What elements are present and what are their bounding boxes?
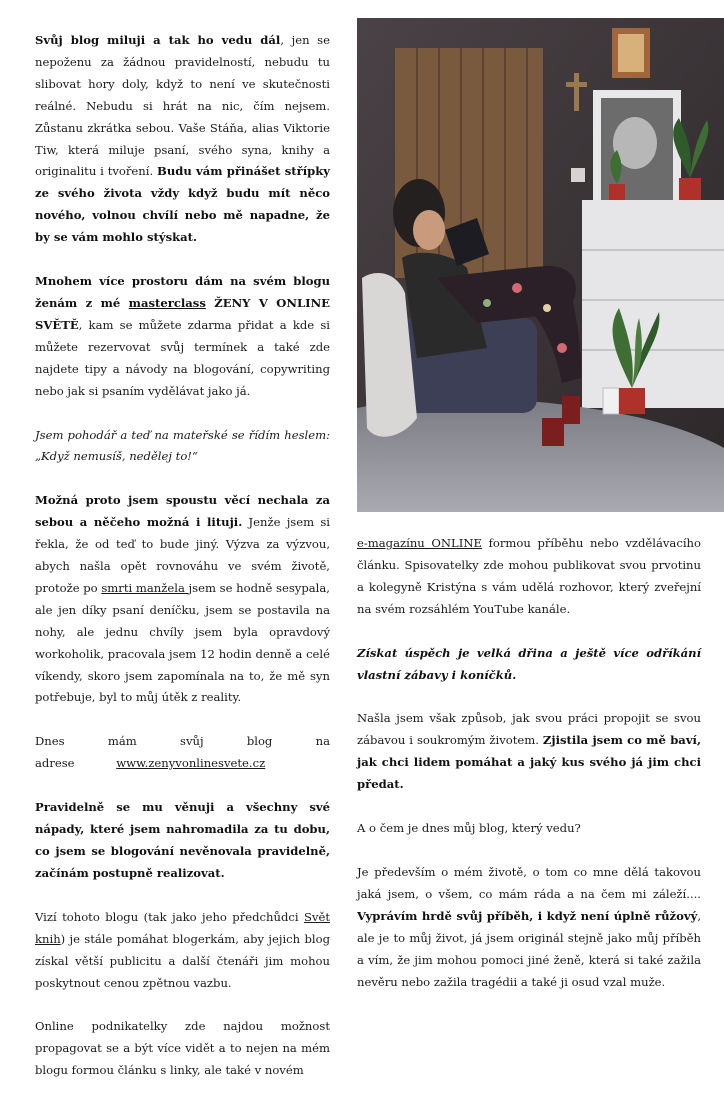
reading-woman-photo (357, 18, 724, 512)
paragraph-masterclass: Mnohem více prostoru dám na svém blogu ženám z mé masterclass ŽENY V ONLINE SVĚTĚ, kam se můžete zdarma přidat a kde si můžete rezervovat svůj termínek a také zde najdete tipy a návody na blogování, copywriting nebo jak si psaním vydělávat jako já. (35, 274, 330, 398)
paragraph-motto: Jsem pohodář a teď na mateřské se řídím heslem: „Když nemusíš, nedělej to!“ (35, 427, 330, 464)
paragraph-online: Online podnikatelky zde najdou možnost propagovat se a být více vidět a to nejen na mém blogu formou článku s linky, ale také v novém (35, 1019, 330, 1078)
paragraph-intro: Svůj blog miluji a tak ho vedu dál, jen se nepoženu za žádnou pravidelností, nebudu tu slibovat hory doly, když to není ve skutečnosti reálné. Nebudu si hrát na nic, čím nejsem. Zůstanu zkrátka sebou. Vaše Stáňa, alias Viktorie Tiw, která miluje psaní, svého syna, knihy a originalitu i tvoření. Budu vám přinášet střípky ze svého života vždy když budu mít něco nového, volnou chvílí nebo mě napadne, že by se vám mohlo stýskat. (35, 33, 331, 245)
masterclass-link[interactable]: masterclass (128, 295, 206, 310)
paragraph-about: Je především o mém životě, o tom co mne dělá takovou jaká jsem, o všem, co mám ráda a na čem mi záleží.... Vyprávím hrdě svůj příběh, i když není úplně růžový, ale je to můj život, já jsem originál stejně jako můj příběh a vím, že jim mohou pomoci jiné ženě, která si také zažila nevěru nebo zažila tragédii a také ji osud vzal muže. (357, 864, 701, 989)
paragraph-story: Možná proto jsem spoustu věcí nechala za sebou a něčeho možná i lituji. Jenže jsem si řekla, že od teď to bude jiný. Výzva za výzvou, abych našla opět rovnováhu ve svém životě, protože po smrti manžela jsem se hodně sesypala, ale jen díky psaní deníčku, jsem se postavila na nohy, ale jednu chvíly jsem byla opravdový workoholik, pracovala jsem 12 hodin denně a celé víkendy, skoro jsem zapomínala na to, že mě syn potřebuje, byl to můj útěk z reality. (35, 493, 330, 705)
paragraph-question: A o čem je dnes můj blog, který vedu? (357, 821, 581, 836)
left-column (35, 30, 330, 1104)
emagazine-link[interactable]: e-magazínu ONLINE (357, 536, 482, 550)
paragraph-found-way: Našla jsem však způsob, jak svou práci propojit se svou zábavou i soukromým životem. Zjistila jsem co mě baví, jak chci lidem pomáhat a jaký kus svého já jim chci předat. (357, 711, 701, 792)
paragraph-emagazine: e-magazínu ONLINE formou příběhu nebo vzdělávacího článku. Spisovatelky zde mohou publikovat svou prvotinu a kolegyně Kristýna s vám udělá rozhovor, který zveřejní na svém rozsáhlém YouTube kanále. (357, 536, 701, 616)
paragraph-success: Získat úspěch je velká dřina a ještě více odříkání vlastní zábavy i koníčků. (357, 645, 701, 682)
blog-url-link[interactable]: www.zenyvonlinesvete.cz (116, 756, 266, 771)
paragraph-vision: Vizí tohoto blogu (tak jako jeho předchůdci Svět knih) je stále pomáhat blogerkám, aby jejich blog získal větší publicitu a další čtenáři jim mohou poskytnout cenou zpětnou vazbu. (35, 909, 330, 990)
paragraph-regular: Pravidelně se mu věnuji a všechny své nápady, které jsem nahromadila za tu dobu, co jsem se blogování nevěnovala pravidelně, začínám postupně realizovat. (35, 800, 330, 880)
svet-knih-link[interactable]: Svět knih (35, 909, 330, 946)
paragraph-blog-address: Dnes mám svůj blog na adrese www.zenyvonlinesvete.cz (35, 734, 330, 771)
smrti-manzela-link[interactable]: smrti manžela (101, 580, 189, 595)
right-column (357, 533, 701, 1015)
